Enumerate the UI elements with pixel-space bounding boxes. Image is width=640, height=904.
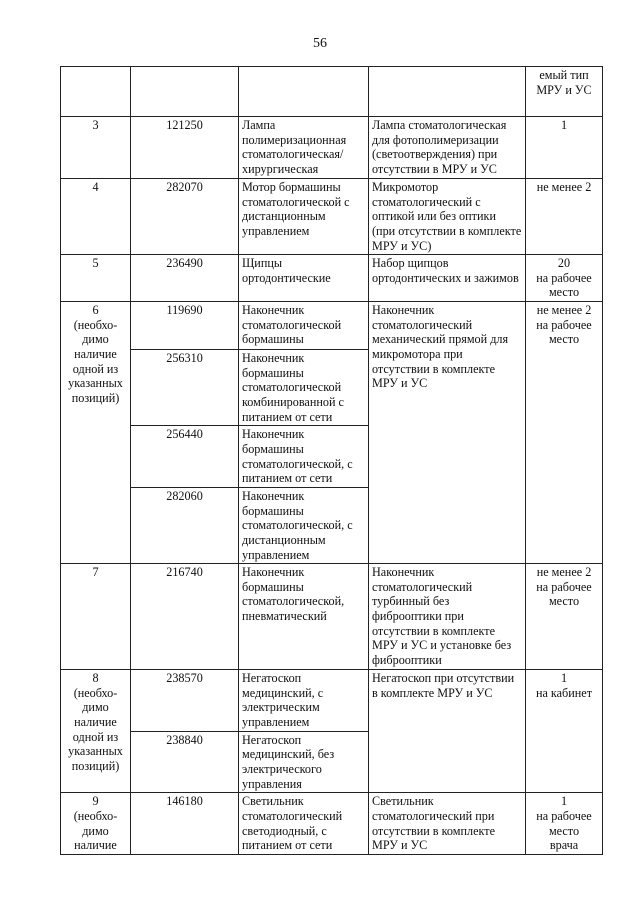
item-quantity: 1 (526, 117, 603, 179)
item-name: Негатоскоп медицинский, с электрическим управлением (239, 670, 369, 732)
item-code: 282060 (131, 487, 239, 563)
equipment-table (60, 66, 603, 855)
item-description: Набор щипцов ортодонтических и зажимов (369, 255, 526, 302)
item-code: 119690 (131, 302, 239, 350)
row-number: 9 (необхо- димо наличие (61, 793, 131, 855)
header-cell: емый тип МРУ и УС (526, 67, 603, 117)
table-cell (239, 67, 369, 117)
table-cell (369, 67, 526, 117)
table-row (61, 67, 603, 117)
item-quantity: не менее 2 (526, 179, 603, 255)
item-name: Наконечник бормашины стоматологической, с дистанционным управлением (239, 487, 369, 563)
row-number: 5 (61, 255, 131, 302)
item-description: Негатоскоп при отсутствии в комплекте МРУ и УС (369, 670, 526, 793)
item-name: Светильник стоматологический светодиодный, с питанием от сети (239, 793, 369, 855)
table-cell (131, 67, 239, 117)
item-description: Микромотор стоматологический с оптикой или без оптики (при отсутствии в комплекте МРУ и УС) (369, 179, 526, 255)
row-number: 4 (61, 179, 131, 255)
item-name: Наконечник бормашины стоматологической комбинированной с питанием от сети (239, 350, 369, 426)
row-number: 8 (необхо- димо наличие одной из указанных позиций) (61, 670, 131, 793)
item-quantity: не менее 2 на рабочее место (526, 564, 603, 670)
item-code: 256310 (131, 350, 239, 426)
item-name: Наконечник стоматологической бормашины (239, 302, 369, 350)
item-name: Негатоскоп медицинский, без электрического управления (239, 731, 369, 793)
item-description: Наконечник стоматологический механический прямой для микромотора при отсутствии в комплекте МРУ и УС (369, 302, 526, 564)
item-code: 146180 (131, 793, 239, 855)
item-quantity: 1 на кабинет (526, 670, 603, 793)
page-number: 56 (313, 36, 327, 51)
table-row (61, 302, 603, 350)
item-name: Наконечник бормашины стоматологической, с питанием от сети (239, 426, 369, 488)
item-code: 121250 (131, 117, 239, 179)
item-name: Мотор бормашины стоматологической с дистанционным управлением (239, 179, 369, 255)
table-row (61, 179, 603, 255)
row-number: 6 (необхо- димо наличие одной из указанных позиций) (61, 302, 131, 564)
item-code: 238840 (131, 731, 239, 793)
item-name: Наконечник бормашины стоматологической, пневматический (239, 564, 369, 670)
item-name: Щипцы ортодонтические (239, 255, 369, 302)
table-row (61, 564, 603, 670)
item-code: 282070 (131, 179, 239, 255)
table-row (61, 255, 603, 302)
table-cell (61, 67, 131, 117)
item-name: Лампа полимеризационная стоматологическая/ хирургическая (239, 117, 369, 179)
item-code: 236490 (131, 255, 239, 302)
table-row (61, 670, 603, 732)
item-description: Наконечник стоматологический турбинный без фиброоптики при отсутствии в комплекте МРУ и УС и установке без фиброоптики (369, 564, 526, 670)
item-quantity: 20 на рабочее место (526, 255, 603, 302)
item-description: Светильник стоматологический при отсутствии в комплекте МРУ и УС (369, 793, 526, 855)
row-number: 7 (61, 564, 131, 670)
item-code: 238570 (131, 670, 239, 732)
item-code: 216740 (131, 564, 239, 670)
table-row (61, 117, 603, 179)
row-number: 3 (61, 117, 131, 179)
item-quantity: не менее 2 на рабочее место (526, 302, 603, 564)
item-quantity: 1 на рабочее место врача (526, 793, 603, 855)
item-code: 256440 (131, 426, 239, 488)
table-row (61, 793, 603, 855)
item-description: Лампа стоматологическая для фотополимеризации (светоотверждения) при отсутствии в МРУ и УС (369, 117, 526, 179)
